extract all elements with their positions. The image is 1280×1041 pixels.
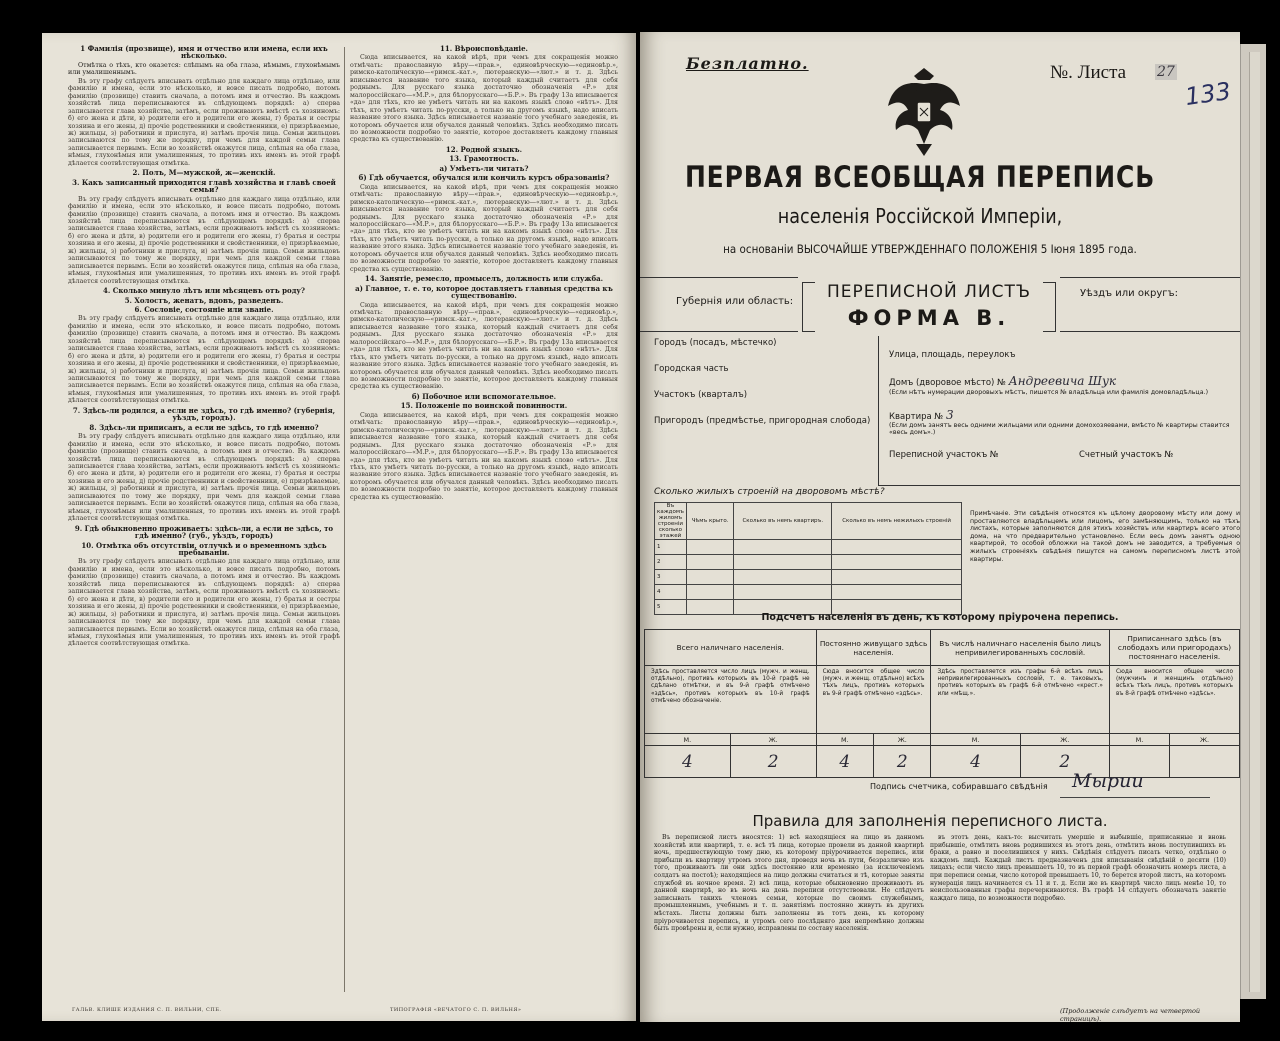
document-title: ПЕРВАЯ ВСЕОБЩАЯ ПЕРЕПИСЬ <box>684 160 1156 194</box>
table-row <box>645 746 1240 778</box>
buildings-table <box>654 502 962 615</box>
rules-column-1 <box>654 834 924 1004</box>
printer-imprint: ГАЛЬВ. КЛИШЕ ИЗДАНИЯ С. П. ВИЛЬНИ, СПБ. <box>72 1007 222 1013</box>
sex-header-male: М. <box>1109 734 1169 746</box>
street-field: Улица, площадь, переулокъ <box>889 350 1016 360</box>
instruction-text: Въ эту графу слѣдуетъ вписывать отдѣльно для каждаго лица отдѣльно, или фамилію и имена, если это нѣсколько, и вовсе писать подробно, потомъ фамилію (прозвище) ставить сначала, а потомъ имя и отчество. Въ каждомъ хозяйствѣ лица переписываются въ слѣдующемъ порядкѣ: а) сперва записывается глава хозяйства, затѣмъ, если проживаютъ вмѣстѣ съ хозяиномъ: б) его жена и дѣти, в) родители его и родители его жены, г) братья и сестры хозяина и его жены, д) прочіе родственники и свойственники, е) призрѣваемые, ж) жильцы, з) работники и прислуга, и) затѣмъ прочія лица. Семьи жильцовъ записываются по тому же порядку, при чемъ для каждой семьи глава записывается первымъ. Если во хозяйствѣ окажутся лица, слѣпыя на оба глаза, нѣмыя, глухонѣмыя или умалишенныя, то противъ ихъ именъ въ этой графѣ дѣлается соотвѣтствующая отмѣтка. <box>68 77 340 167</box>
counting-district-field: Счетный участокъ № <box>1079 450 1174 460</box>
house-field <box>889 374 1116 388</box>
district-field <box>1060 277 1240 332</box>
table-header: Сколько въ немъ квартиръ. <box>734 503 832 540</box>
census-form-page <box>640 32 1240 1022</box>
province-field <box>640 277 798 332</box>
instructions-column-1 <box>68 43 340 995</box>
city-field: Городъ (посадъ, мѣстечко) <box>654 338 777 348</box>
column-description: Сюда вносится общее число (мужчинъ и женщинъ отдѣльно) всѣхъ тѣхъ лицъ, противъ которыхъ въ 8-й графѣ отмѣчено «здѣсь». <box>1109 666 1239 734</box>
instruction-text: Сюда вписывается, на какой вѣрѣ, при чемъ для сокращенія можно отмѣчать: православную вѣру—«прав.», единовѣрческую—«единовѣр.», римско-католическую—«римск.-кат.», лютеранскую—«лют.» и т. д. Здѣсь вписывается название того языка, который каждый считаетъ для себя роднымъ. Для русскаго языка достаточно обозначенія «Р.» для малороссійскаго—«М.Р.», для бѣлорусскаго—«Б.Р.». Въ графу 13а вписывается «да» для тѣхъ, кто не умѣетъ читать ни на какомъ языкѣ слово «нѣтъ». Для тѣхъ, кто умѣетъ читать по-русски, а только на другомъ языкѣ, надо вписать название этого языка. Здѣсь вписывается названіе того учебнаго заведенія, въ которомъ обучается или обучался данный человѣкъ. Здѣсь необходимо писать по возможности подробно то занятіе, которое доставляетъ каждому главныя средства къ существованію. <box>350 301 618 391</box>
sheet-number-label: №. Листа <box>1050 62 1127 83</box>
table-cell <box>832 570 962 585</box>
count-value: 2 <box>730 746 816 778</box>
column-heading: 11. Вѣроисповѣданіе. <box>440 44 528 53</box>
address-fields <box>878 336 1240 486</box>
table-header: Въ каждомъ жиломъ строеніи сколько этажей <box>655 503 687 540</box>
column-heading: 1 Фамилія (прозвище), имя и отчество или имена, если ихъ нѣсколько. <box>80 44 328 61</box>
row-number: 5 <box>655 600 687 615</box>
form-title <box>798 282 1060 330</box>
sex-header-female: Ж. <box>1170 734 1240 746</box>
row-number: 3 <box>655 570 687 585</box>
instruction-text: Сюда вписывается, на какой вѣрѣ, при чемъ для сокращенія можно отмѣчать: православную вѣру—«прав.», единовѣрческую—«единовѣр.», римско-католическую—«римск.-кат.», лютеранскую—«лют.» и т. д. Здѣсь вписывается название того языка, который каждый считаетъ для себя роднымъ. Для русскаго языка достаточно обозначенія «Р.» для малороссійскаго—«М.Р.», для бѣлорусскаго—«Б.Р.». Въ графу 13а вписывается «да» для тѣхъ, кто не умѣетъ читать ни на какомъ языкѣ слово «нѣтъ». Для тѣхъ, кто умѣетъ читать по-русски, а только на другомъ языкѣ, надо вписать название этого языка. Здѣсь вписывается названіе того учебнаго заведенія, въ которомъ обучается или обучался данный человѣкъ. Здѣсь необходимо писать по возможности подробно то занятіе, которое доставляетъ каждому главныя средства къ существованію. <box>350 411 618 501</box>
table-row <box>655 555 962 570</box>
table-row <box>655 585 962 600</box>
suburb-field: Пригородъ (предмѣстье, пригородная слобода) <box>654 416 871 426</box>
instruction-text: Въ эту графу слѣдуетъ вписывать отдѣльно для каждаго лица отдѣльно, или фамилію и имена, если это нѣсколько, и вовсе писать подробно, потомъ фамилію (прозвище) ставить сначала, а потомъ имя и отчество. Въ каждомъ хозяйствѣ лица переписываются въ слѣдующемъ порядкѣ: а) сперва записывается глава хозяйства, затѣмъ, если проживаютъ вмѣстѣ съ хозяиномъ: б) его жена и дѣти, в) родители его и родители его жены, г) братья и сестры хозяина и его жены, д) прочіе родственники и свойственники, е) призрѣваемые, ж) жильцы, з) работники и прислуга, и) затѣмъ прочія лица. Семьи жильцовъ записываются по тому же порядку, при чемъ для каждой семьи глава записывается первымъ. Если во хозяйствѣ окажутся лица, слѣпыя на оба глаза, нѣмыя, глухонѣмыя или умалишенныя, то противъ ихъ именъ въ этой графѣ дѣлается соотвѣтствующая отмѣтка. <box>68 558 340 648</box>
sex-header-male: М. <box>931 734 1020 746</box>
table-cell <box>832 555 962 570</box>
table-row <box>645 666 1240 734</box>
legal-basis: на основаніи ВЫСОЧАЙШЕ УТВЕРЖДЕННАГО ПОЛОЖЕНІЯ 5 Іюня 1895 года. <box>723 242 1137 256</box>
column-heading: 7. Здѣсь-ли родился, а если не здѣсь, то гдѣ именно? (губернія, уѣздъ, городъ). <box>72 405 336 423</box>
continuation-note: (Продолженіе слѣдуетъ на четвертой страницѣ). <box>1060 1007 1201 1022</box>
rules-column-2 <box>930 834 1226 1004</box>
row-number: 1 <box>655 540 687 555</box>
house-label: Домъ (дворовое мѣсто) № <box>889 378 1006 388</box>
count-value: 2 <box>1020 746 1109 778</box>
buildings-note: Примѣчаніе. Эти свѣдѣнія относятся къ цѣлому дворовому мѣсту или дому и проставляются владѣльцемъ или лицомъ, его замѣняющимъ, только на тѣхъ листахъ, которые заполняются для этихъ хозяйствъ или квартиръ всего этого дома, на что предварительно установлено. Если весь домъ занятъ одною квартирой, то особой обложки на такой домъ не заводится, а требуемыя о жилыхъ строеніяхъ свѣдѣнія пишутся на самомъ переписномъ листѣ этой квартиры. <box>970 510 1240 563</box>
rules-text: Въ переписной листъ вносятся: 1) всѣ находящіеся на лицо въ данномъ хозяйствѣ или квартирѣ, т. е. всѣ тѣ лица, которые провели въ данной квартирѣ ночь, предшествующую тому дню, къ которому пріурочивается перепись, или прибыли въ квартиру утромъ этого дня, проведя ночь въ пути, безразлично изъ того, проживаютъ ли они здѣсь постоянно или временно (за исключеніемъ солдатъ на постоѣ); находящіеся на лицо должны считаться и тѣ, которые заняты службой въ ночное время. 2) всѣ лица, которые обыкновенно проживаютъ въ данной квартирѣ, но въ ночь на день переписи отсутствовали. Не слѣдуетъ записывать такихъ членовъ семьи, которые по своимъ служебнымъ, промышленнымъ, учебнымъ и т. п. занятіямъ постоянно живутъ въ другихъ мѣстахъ. Листы должны быть заполнены въ тотъ день, къ которому пріурочивается перепись, и утромъ сего послѣдняго дня непремѣнно должны быть провѣрены и, если нужно, исправлены по составу населенія. <box>654 834 924 933</box>
column-heading: 4. Сколько минуло лѣтъ или мѣсяцевъ отъ роду? <box>103 286 305 296</box>
table-header: Постоянно живущаго здѣсь населенія. <box>816 630 931 666</box>
count-value <box>1170 746 1240 778</box>
free-label: Безплатно. <box>686 54 809 73</box>
instruction-text: Въ эту графу слѣдуетъ вписывать отдѣльно для каждаго лица отдѣльно, или фамилію и имена, если это нѣсколько, и вовсе писать подробно, потомъ фамилію (прозвище) ставить сначала, а потомъ имя и отчество. Въ каждомъ хозяйствѣ лица переписываются въ слѣдующемъ порядкѣ: а) сперва записывается глава хозяйства, затѣмъ, если проживаютъ вмѣстѣ съ хозяиномъ: б) его жена и дѣти, в) родители его и родители его жены, г) братья и сестры хозяина и его жены, д) прочіе родственники и свойственники, е) призрѣваемые, ж) жильцы, з) работники и прислуга, и) затѣмъ прочія лица. Семьи жильцовъ записываются по тому же порядку, при чемъ для каждой семьи глава записывается первымъ. Если во хозяйствѣ окажутся лица, слѣпыя на оба глаза, нѣмыя, глухонѣмыя или умалишенныя, то противъ ихъ именъ въ этой графѣ дѣлается соотвѣтствующая отмѣтка. <box>68 195 340 285</box>
table-header: Чѣмъ крыто. <box>686 503 734 540</box>
sheet-number-value: 27 <box>1157 64 1175 80</box>
column-heading: 6. Сословіе, состояніе или званіе. <box>134 304 274 314</box>
table-cell <box>686 585 734 600</box>
instruction-text: Сюда вписывается, на какой вѣрѣ, при чемъ для сокращенія можно отмѣчать: православную вѣру—«прав.», единовѣрческую—«единовѣр.», римско-католическую—«римск.-кат.», лютеранскую—«лют.» и т. д. Здѣсь вписывается название того языка, который каждый считаетъ для себя роднымъ. Для русскаго языка достаточно обозначенія «Р.» для малороссійскаго—«М.Р.», для бѣлорусскаго—«Б.Р.». Въ графу 13а вписывается «да» для тѣхъ, кто не умѣетъ читать ни на какомъ языкѣ слово «нѣтъ». Для тѣхъ, кто умѣетъ читать по-русски, а только на другомъ языкѣ, надо вписать название этого языка. Здѣсь вписывается названіе того учебнаго заведенія, въ которомъ обучается или обучался данный человѣкъ. Здѣсь необходимо писать по возможности подробно то занятіе, которое доставляетъ каждому главныя средства къ существованію. <box>350 183 618 273</box>
table-cell <box>832 540 962 555</box>
sex-header-female: Ж. <box>874 734 931 746</box>
census-district-field: Переписной участокъ № <box>889 450 999 460</box>
column-description: Здѣсь проставляется изъ графы 6-й всѣхъ лицъ непривилегированныхъ сословій, т. е. таковыхъ, противъ которыхъ въ графѣ 6-й отмѣчено «крест.» или «мѣщ.». <box>931 666 1109 734</box>
table-row <box>655 570 962 585</box>
buildings-title: Сколько жилыхъ строеній на дворовомъ мѣстѣ? <box>654 487 885 497</box>
instructions-page <box>42 33 636 1021</box>
sex-header-female: Ж. <box>1020 734 1109 746</box>
table-cell <box>734 555 832 570</box>
table-cell <box>734 540 832 555</box>
population-count-title: Подсчетъ населенія въ день, къ которому пріурочена перепись. <box>761 612 1119 623</box>
column-heading: а) Умѣетъ-ли читать? <box>439 163 529 173</box>
table-header: Въ числѣ наличнаго населенія было лицъ непривилегированныхъ сословій. <box>931 630 1109 666</box>
sex-header-male: М. <box>645 734 731 746</box>
count-value: 4 <box>816 746 873 778</box>
table-row <box>645 734 1240 746</box>
count-value: 4 <box>931 746 1020 778</box>
table-row <box>655 540 962 555</box>
table-header: Приписаннаго здѣсь (въ слободахъ или пригородахъ) постояннаго населенія. <box>1109 630 1239 666</box>
double-headed-eagle-icon <box>884 66 964 158</box>
district-label: Уѣздъ или округъ: <box>1080 288 1178 299</box>
table-cell <box>734 570 832 585</box>
column-heading: б) Побочное или вспомогательное. <box>411 391 557 401</box>
column-heading: 3. Какъ записанный приходится главѣ хозяйства и главѣ своей семьи? <box>72 177 336 195</box>
column-heading: 2. Полъ, М—мужской, ж—женскій. <box>132 168 276 178</box>
table-header: Всего наличнаго населенія. <box>645 630 817 666</box>
apartment-value: 3 <box>945 408 954 422</box>
form-title-line1: ПЕРЕПИСНОЙ ЛИСТЪ <box>826 282 1032 302</box>
apartment-note: (Если домъ занятъ весь одними жильцами или одними домохозяевами, вмѣсто № квартиры ставится «весь домъ».) <box>889 422 1230 436</box>
instruction-text: Отмѣтка о тѣхъ, кто оказется: слѣпымъ на оба глаза, нѣмымъ, глухонѣмымъ или умалишеннымъ. <box>68 61 340 77</box>
column-heading: 15. Положеніе по воинской повинности. <box>400 401 568 411</box>
column-heading: 8. Здѣсь-ли приписанъ, а если не здѣсь, то гдѣ именно? <box>89 422 319 432</box>
apartment-field <box>889 408 954 422</box>
instruction-text: Сюда вписывается, на какой вѣрѣ, при чемъ для сокращенія можно отмѣчать: православную вѣру—«прав.», единовѣрческую—«единовѣр.», римско-католическую—«римск.-кат.», лютеранскую—«лют.» и т. д. Здѣсь вписывается название того языка, который каждый считаетъ для себя роднымъ. Для русскаго языка достаточно обозначенія «Р.» для малороссійскаго—«М.Р.», для бѣлорусскаго—«Б.Р.». Въ графу 13а вписывается «да» для тѣхъ, кто не умѣетъ читать ни на какомъ языкѣ слово «нѣтъ». Для тѣхъ, кто умѣетъ читать по-русски, а только на другомъ языкѣ, надо вписать название этого языка. Здѣсь вписывается названіе того учебнаго заведенія, въ которомъ обучается или обучался данный человѣкъ. Здѣсь необходимо писать по возможности подробно то занятіе, которое доставляетъ каждому главныя средства къ существованію. <box>350 54 618 144</box>
column-heading: 12. Родной языкъ. <box>445 144 523 154</box>
house-value: Андреевича Шук <box>1008 374 1117 388</box>
archive-stamp-number: 133 <box>1183 76 1233 112</box>
house-note: (Если нѣтъ нумерации дворовыхъ мѣстъ, пишется № владѣльца или фамилія домовладѣльца.) <box>889 389 1209 396</box>
rules-title: Правила для заполненія переписного листа. <box>752 812 1108 830</box>
table-header-row <box>655 503 962 540</box>
table-cell <box>734 585 832 600</box>
place-fields <box>654 338 876 442</box>
instruction-text: Въ эту графу слѣдуетъ вписывать отдѣльно для каждаго лица отдѣльно, или фамилію и имена, если это нѣсколько, и вовсе писать подробно, потомъ фамилію (прозвище) ставить сначала, а потомъ имя и отчество. Въ каждомъ хозяйствѣ лица переписываются въ слѣдующемъ порядкѣ: а) сперва записывается глава хозяйства, затѣмъ, если проживаютъ вмѣстѣ съ хозяиномъ: б) его жена и дѣти, в) родители его и родители его жены, г) братья и сестры хозяина и его жены, д) прочіе родственники и свойственники, е) призрѣваемые, ж) жильцы, з) работники и прислуга, и) затѣмъ прочія лица. Семьи жильцовъ записываются по тому же порядку, при чемъ для каждой семьи глава записывается первымъ. Если во хозяйствѣ окажутся лица, слѣпыя на оба глаза, нѣмыя, глухонѣмыя или умалишенныя, то противъ ихъ именъ въ этой графѣ дѣлается соотвѣтствующая отмѣтка. <box>68 315 340 405</box>
instructions-column-2 <box>350 43 618 995</box>
column-heading: 10. Отмѣтка объ отсутствіи, отлучкѣ и о временномъ здѣсь пребываніи. <box>81 540 327 557</box>
apartment-label: Квартира № <box>889 412 944 422</box>
column-description: Здѣсь проставляется число лицъ (мужч. и женщ. отдѣльно), противъ которыхъ въ 10-й графѣ не сдѣлано отмѣтки, и въ 9-й графѣ отмѣчено «здѣсь», противъ которыхъ въ 10-й графѣ отмѣчено обозначеніе. <box>645 666 817 734</box>
document-subtitle: населенія Россійской Имперіи, <box>777 204 1063 228</box>
table-cell <box>832 585 962 600</box>
table-cell <box>686 540 734 555</box>
count-value: 4 <box>645 746 731 778</box>
count-value: 2 <box>874 746 931 778</box>
row-number: 4 <box>655 585 687 600</box>
form-title-line2: ФОРМА В. <box>847 306 1011 330</box>
table-cell <box>686 555 734 570</box>
table-cell <box>686 570 734 585</box>
rules-text: въ этотъ день, какъ-то: высчитать умершіе и выбывшіе, приписанные и вновь прибывшіе, отмѣтить вновь родившихся въ этотъ день, отмѣтить вновь поступившихъ въ браки, а равно и поселившихся у нихъ. Свѣдѣнія слѣдуетъ писать четко, отдѣльно о каждомъ лицѣ. Каждый листъ предназначенъ для вписыванія свѣдѣній о десяти (10) лицахъ; если число лицъ превышаетъ 10, то въ первой графѣ обозначить номеръ листа, а при переписи семьи, число которой превышаетъ 10, то берется второй листъ, на которомъ нумерація лицъ начинается съ 11 и т. д. Если же въ квартирѣ число лицъ менѣе 10, то неиспользованныя графы перечеркиваются. Въ графѣ 14 слѣдуетъ обозначать занятіе каждаго лица, по возможности подробно. <box>930 834 1226 902</box>
enumerator-signature: Мырии <box>1072 770 1144 792</box>
precinct-field: Участокъ (кварталъ) <box>654 390 748 400</box>
population-count-table <box>644 629 1240 778</box>
signature-line <box>1060 797 1210 798</box>
sex-header-female: Ж. <box>730 734 816 746</box>
table-header-row <box>645 630 1240 666</box>
sex-header-male: М. <box>816 734 873 746</box>
column-divider <box>344 47 345 992</box>
province-label: Губернія или область: <box>676 296 794 307</box>
column-heading: 14. Занятіе, ремесло, промыселъ, должность или служба. <box>364 274 604 284</box>
city-part-field: Городская часть <box>654 364 729 374</box>
printer-imprint: ТИПОГРАФІЯ «ВЕЧАТОГО С. П. ВИЛЬНЯ» <box>390 1007 522 1013</box>
row-number: 2 <box>655 555 687 570</box>
column-heading: 13. Грамотность. <box>449 154 519 164</box>
column-heading: а) Главное, т. е. то, которое доставляетъ главныя средства къ существованію. <box>355 283 613 301</box>
instruction-text: Въ эту графу слѣдуетъ вписывать отдѣльно для каждаго лица отдѣльно, или фамилію и имена, если это нѣсколько, и вовсе писать подробно, потомъ фамилію (прозвище) ставить сначала, а потомъ имя и отчество. Въ каждомъ хозяйствѣ лица переписываются въ слѣдующемъ порядкѣ: а) сперва записывается глава хозяйства, затѣмъ, если проживаютъ вмѣстѣ съ хозяиномъ: б) его жена и дѣти, в) родители его и родители его жены, г) братья и сестры хозяина и его жены, д) прочіе родственники и свойственники, е) призрѣваемые, ж) жильцы, з) работники и прислуга, и) затѣмъ прочія лица. Семьи жильцовъ записываются по тому же порядку, при чемъ для каждой семьи глава записывается первымъ. Если во хозяйствѣ окажутся лица, слѣпыя на оба глаза, нѣмыя, глухонѣмыя или умалишенныя, то противъ ихъ именъ въ этой графѣ дѣлается соотвѣтствующая отмѣтка. <box>68 433 340 523</box>
column-heading: 9. Гдѣ обыкновенно проживаетъ: здѣсь-ли, а если не здѣсь, то гдѣ именно? (губ., уѣздъ, городъ) <box>74 523 334 541</box>
column-heading: 5. Холостъ, женатъ, вдовъ, разведенъ. <box>124 295 284 305</box>
page-stack-edge <box>1240 44 1266 999</box>
signature-label: Подпись счетчика, собиравшаго свѣдѣнія <box>870 782 1048 791</box>
column-description: Сюда вносится общее число (мужч. и женщ. отдѣльно) всѣхъ тѣхъ лицъ, противъ которыхъ въ 9-й графѣ отмѣчено «здѣсь». <box>816 666 931 734</box>
column-heading: б) Гдѣ обучается, обучался или кончилъ курсъ образованія? <box>358 173 610 183</box>
table-header: Сколько въ немъ нежилыхъ строеній <box>832 503 962 540</box>
